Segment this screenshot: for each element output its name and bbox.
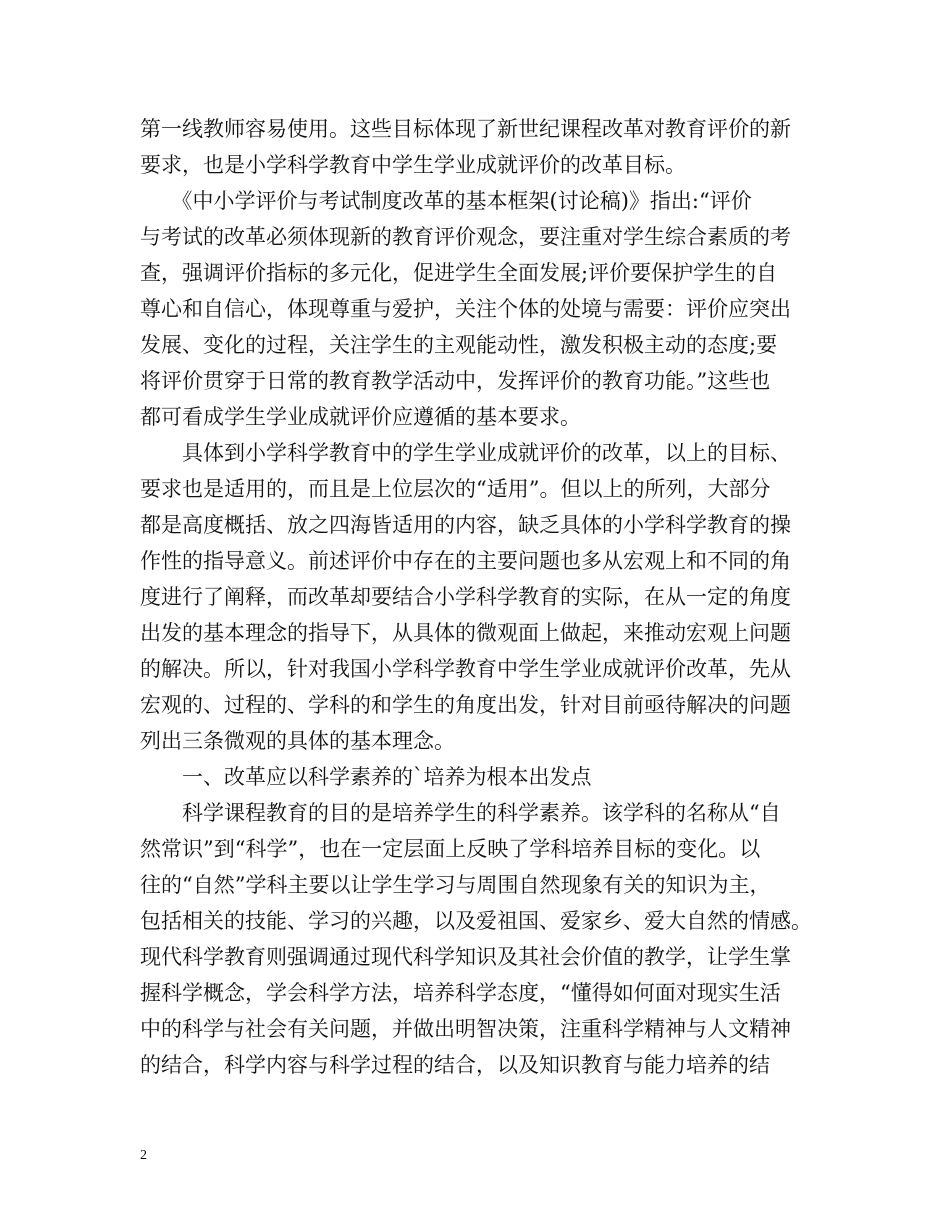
text-line: 然常识”到“科学”，也在一定层面上反映了学科培养目标的变化。以 xyxy=(140,837,761,861)
page-number: 2 xyxy=(140,1148,147,1163)
text-line: 查，强调评价指标的多元化，促进学生全面发展;评价要保护学生的自 xyxy=(140,261,778,285)
text-line: 包括相关的技能、学习的兴趣，以及爱祖国、爱家乡、爱大自然的情感。 xyxy=(140,909,812,933)
text-line: 列出三条微观的具体的基本理念。 xyxy=(140,729,455,753)
section-heading: 一、改革应以科学素养的`培养为根本出发点 xyxy=(140,765,592,789)
text-line: 与考试的改革必须体现新的教育评价观念，要注重对学生综合素质的考 xyxy=(140,225,791,249)
text-line: 宏观的、过程的、学科的和学生的角度出发，针对目前亟待解决的问题 xyxy=(140,693,791,717)
text-line: 出发的基本理念的指导下，从具体的微观面上做起，来推动宏观上问题 xyxy=(140,621,791,645)
text-line: 科学课程教育的目的是培养学生的科学素养。该学科的名称从“自 xyxy=(140,801,781,825)
text-line: 握科学概念，学会科学方法，培养科学态度，“懂得如何面对现实生活 xyxy=(140,981,781,1005)
text-line: 要求，也是小学科学教育中学生学业成就评价的改革目标。 xyxy=(140,153,686,177)
text-line: 尊心和自信心，体现尊重与爱护，关注个体的处境与需要：评价应突出 xyxy=(140,297,791,321)
text-line: 发展、变化的过程，关注学生的主观能动性，激发积极主动的态度;要 xyxy=(140,333,778,357)
text-line: 《中小学评价与考试制度改革的基本框架(讨论稿)》指出:“评价 xyxy=(140,189,752,213)
text-line: 都可看成学生学业成就评价应遵循的基本要求。 xyxy=(140,405,581,429)
text-line: 往的“自然”学科主要以让学生学习与周围自然现象有关的知识为主， xyxy=(140,873,771,897)
text-line: 的解决。所以，针对我国小学科学教育中学生学业成就评价改革，先从 xyxy=(140,657,791,681)
text-line: 将评价贯穿于日常的教育教学活动中，发挥评价的教育功能。”这些也 xyxy=(140,369,771,393)
body-text xyxy=(140,111,820,1083)
text-line: 度进行了阐释，而改革却要结合小学科学教育的实际，在从一定的角度 xyxy=(140,585,791,609)
text-line: 现代科学教育则强调通过现代科学知识及其社会价值的教学，让学生掌 xyxy=(140,945,791,969)
text-line: 具体到小学科学教育中的学生学业成就评价的改革，以上的目标、 xyxy=(140,441,791,465)
text-line: 中的科学与社会有关问题，并做出明智决策，注重科学精神与人文精神 xyxy=(140,1017,791,1041)
text-line: 的结合，科学内容与科学过程的结合，以及知识教育与能力培养的结 xyxy=(140,1053,770,1077)
text-line: 要求也是适用的，而且是上位层次的“适用”。但以上的所列，大部分 xyxy=(140,477,771,501)
text-line: 都是高度概括、放之四海皆适用的内容，缺乏具体的小学科学教育的操 xyxy=(140,513,791,537)
text-line: 作性的指导意义。前述评价中存在的主要问题也多从宏观上和不同的角 xyxy=(140,549,791,573)
text-line: 第一线教师容易使用。这些目标体现了新世纪课程改革对教育评价的新 xyxy=(140,117,791,141)
